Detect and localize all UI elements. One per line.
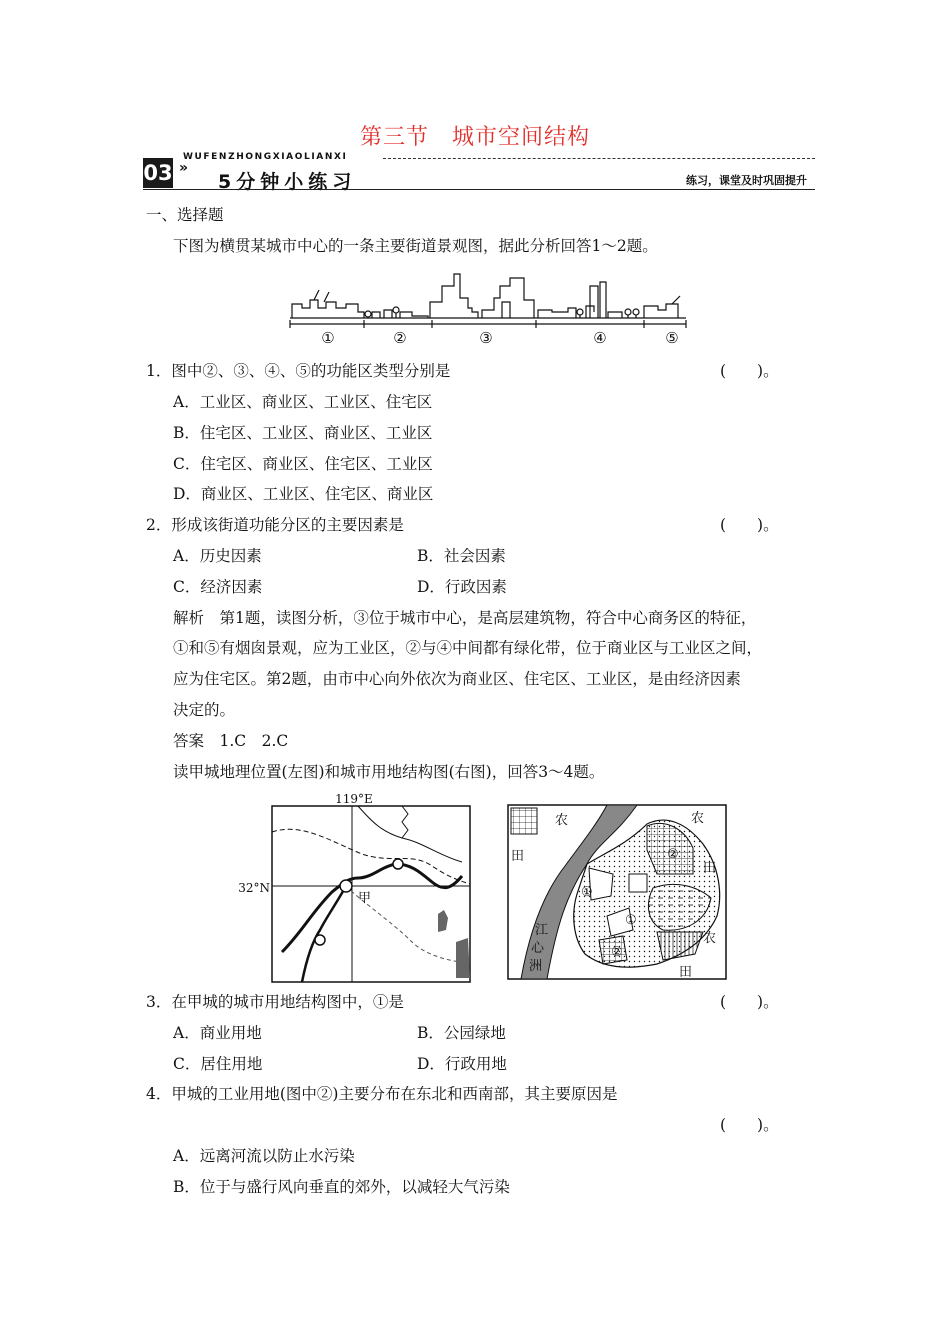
- banner-number: 03: [143, 158, 173, 188]
- map-farmland-label: 田: [703, 861, 717, 876]
- banner-arrow-icon: »: [179, 160, 189, 176]
- street-label: ①: [321, 329, 335, 347]
- answer-line: 答案 1.C 2.C: [173, 732, 289, 750]
- question-1-option-b: B．住宅区、工业区、商业区、工业区: [173, 424, 433, 442]
- question-2-option-c: C．经济因素: [173, 578, 263, 596]
- analysis-line: 决定的。: [173, 701, 236, 719]
- map-farmland-label: 农: [691, 811, 705, 826]
- map-zone-label: ①: [625, 913, 637, 928]
- section-heading: 一、选择题: [146, 206, 224, 224]
- page-title: 第三节 城市空间结构: [359, 125, 590, 150]
- question-1-option-a: A．工业区、商业区、工业区、住宅区: [173, 393, 433, 411]
- question-3-answer-blank: ( )。: [720, 993, 779, 1011]
- question-3-option-d: D．行政用地: [417, 1055, 507, 1073]
- question-3-option-b: B．公园绿地: [417, 1024, 506, 1042]
- map-farmland-label: 农: [703, 931, 717, 946]
- map-zone-label: ②: [667, 847, 679, 862]
- intro-text-2: 读甲城地理位置(左图)和城市用地结构图(右图)，回答3～4题。: [173, 763, 605, 781]
- street-label: ③: [479, 329, 493, 347]
- analysis-line: ①和⑤有烟囱景观，应为工业区，②与④中间都有绿化带，位于商业区与工业区之间，: [173, 639, 763, 657]
- map-farmland-label: 农: [555, 813, 569, 828]
- map-island-label: 江: [535, 923, 549, 938]
- question-1-answer-blank: ( )。: [720, 362, 779, 380]
- question-4-option-b: B．位于与盛行风向垂直的郊外，以减轻大气污染: [173, 1178, 510, 1196]
- map-city-label: 甲: [358, 891, 372, 906]
- question-2-answer-blank: ( )。: [720, 516, 779, 534]
- map-longitude-label: 119°E: [335, 792, 373, 806]
- question-2-option-d: D．行政因素: [417, 578, 507, 596]
- map-island-label: 洲: [529, 959, 543, 974]
- map-farmland-label: 田: [679, 965, 693, 980]
- land-use-map: [507, 804, 727, 980]
- street-landscape-figure: [288, 272, 688, 348]
- question-3-stem: 3．在甲城的城市用地结构图中，①是: [146, 993, 404, 1011]
- map-zone-label: ②: [611, 945, 623, 960]
- question-2-stem: 2．形成该街道功能分区的主要因素是: [146, 516, 404, 534]
- analysis-line: 应为住宅区。第2题，由市中心向外依次为商业区、住宅区、工业区，是由经济因素: [173, 670, 741, 688]
- map-island-label: 心: [531, 941, 545, 956]
- location-map: [238, 792, 474, 984]
- question-3-option-a: A．商业用地: [173, 1024, 262, 1042]
- question-2-option-b: B．社会因素: [417, 547, 506, 565]
- question-1-option-c: C．住宅区、商业区、住宅区、工业区: [173, 455, 433, 473]
- street-label: ④: [593, 329, 607, 347]
- banner-rule: [143, 189, 815, 190]
- question-1-stem: 1．图中②、③、④、⑤的功能区类型分别是: [146, 362, 451, 380]
- map-latitude-label: 32°N: [238, 881, 270, 895]
- question-2-option-a: A．历史因素: [173, 547, 262, 565]
- intro-text-1: 下图为横贯某城市中心的一条主要街道景观图，据此分析回答1～2题。: [173, 237, 658, 255]
- question-3-option-c: C．居住用地: [173, 1055, 263, 1073]
- banner-heading: 5分钟小练习: [218, 171, 357, 193]
- map-farmland-label: 田: [511, 849, 525, 864]
- map-zone-label: ①: [581, 885, 593, 900]
- question-4-answer-blank: ( )。: [720, 1116, 779, 1134]
- section-banner: [143, 152, 815, 192]
- street-label: ⑤: [665, 329, 679, 347]
- analysis-line: 解析 第1题，读图分析，③位于城市中心，是高层建筑物，符合中心商务区的特征，: [173, 609, 757, 627]
- question-4-stem: 4．甲城的工业用地(图中②)主要分布在东北和西南部，其主要原因是: [146, 1085, 618, 1103]
- question-4-option-a: A．远离河流以防止水污染: [173, 1147, 355, 1165]
- banner-pinyin: WUFENZHONGXIAOLIANXI: [183, 152, 348, 162]
- banner-tagline: 练习，课堂及时巩固提升: [686, 174, 807, 187]
- street-label: ②: [393, 329, 407, 347]
- banner-dash-line: [383, 158, 815, 159]
- question-1-option-d: D．商业区、工业区、住宅区、商业区: [173, 485, 434, 503]
